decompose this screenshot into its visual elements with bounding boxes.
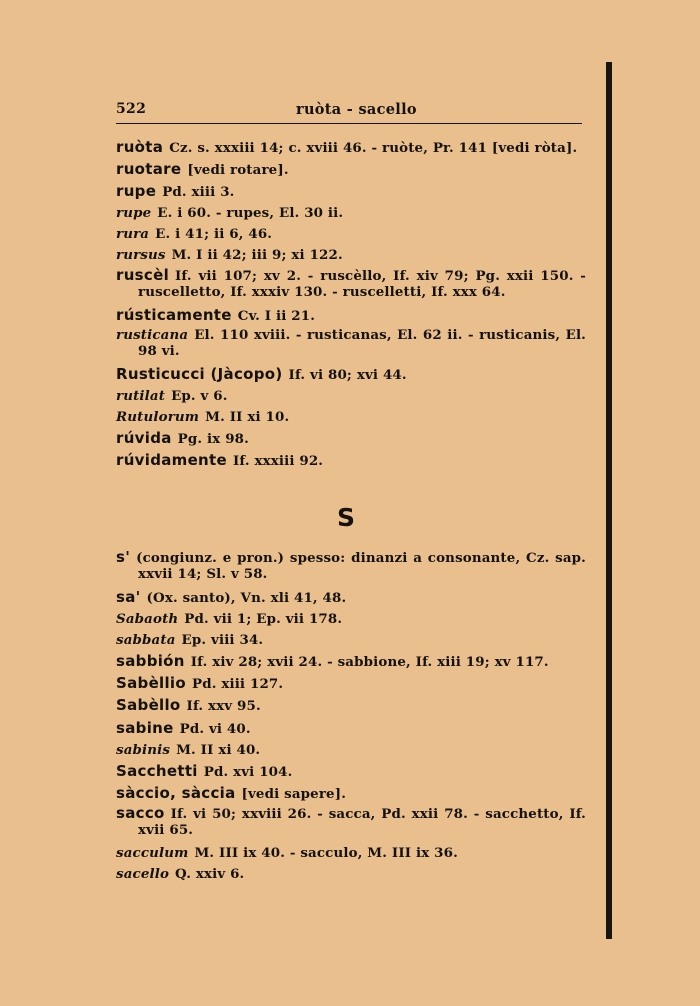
entry-references: El. 110 xviii. - rusticanas, El. 62 ii. - rusticanis, El. 98 vi.: [138, 326, 586, 359]
entry-headword: ruòta: [116, 138, 164, 156]
entry-references: (Ox. santo), Vn. xli 41, 48.: [146, 590, 347, 606]
entry-references: Pd. vii 1; Ep. vii 178.: [184, 611, 343, 628]
entry-headword: Sabèllo: [116, 696, 181, 715]
dictionary-entry: [116, 245, 586, 266]
margin-rule: [606, 62, 612, 939]
dictionary-entry: [116, 587, 586, 609]
dictionary-entry: [116, 137, 586, 159]
dictionary-entry: [116, 203, 586, 224]
entry-headword: rusticana: [116, 326, 189, 343]
entry-headword: ruotare: [116, 160, 182, 179]
dictionary-entry: [116, 181, 586, 203]
entry-headword: sabbata: [116, 632, 176, 649]
entry-references: [vedi sapere].: [241, 785, 347, 802]
entry-headword: ruscèl: [116, 265, 170, 284]
entry-references: Pg. ix 98.: [177, 430, 249, 447]
entry-references: If. xxxiii 92.: [232, 453, 324, 470]
entry-references: M. III ix 40. - sacculo, M. III ix 36.: [194, 844, 458, 861]
dictionary-entry: [116, 651, 586, 673]
dictionary-entry: [116, 609, 586, 630]
entry-headword: rústicamente: [116, 305, 232, 324]
entry-references: If. vi 50; xxviii 26. - sacca, Pd. xxii 78. - sacchetto, If. xvii 65.: [138, 805, 586, 838]
dictionary-entry: [116, 805, 586, 838]
dictionary-entry: [116, 549, 586, 582]
section-letter: S: [337, 503, 356, 532]
entry-references: Pd. vi 40.: [179, 720, 251, 737]
entry-references: M. II xi 10.: [205, 408, 290, 425]
entry-headword: rupe: [116, 205, 152, 222]
entry-headword: rursus: [116, 247, 166, 264]
entry-headword: sa': [116, 588, 141, 606]
entry-references: M. I ii 42; iii 9; xi 122.: [171, 247, 343, 264]
dictionary-entry: [116, 327, 586, 359]
entry-headword: sacculum: [116, 844, 189, 861]
entry-headword: s': [116, 548, 131, 566]
entry-list-s: [116, 549, 586, 885]
entry-headword: sabine: [116, 718, 174, 737]
page-number: 522: [116, 101, 147, 117]
dictionary-entry: [116, 630, 586, 651]
entry-list-r: [116, 137, 586, 472]
dictionary-entry: [116, 783, 586, 805]
entry-references: Ep. viii 34.: [181, 632, 264, 649]
dictionary-entry: [116, 843, 586, 864]
entry-references: E. i 41; ii 6, 46.: [155, 226, 273, 243]
dictionary-entry: [116, 450, 586, 472]
entry-references: Cz. s. xxxiii 14; c. xviii 46. - ruòte, Pr. 141 [vedi ròta].: [169, 140, 578, 156]
entry-references: [vedi rotare].: [187, 162, 289, 179]
entry-headword: rutilat: [116, 387, 166, 404]
dictionary-entry: [116, 407, 586, 428]
dictionary-entry: [116, 364, 586, 386]
dictionary-entry: [116, 267, 586, 300]
entry-headword: Rusticucci (Jàcopo): [116, 364, 283, 383]
entry-references: Pd. xiii 127.: [191, 676, 284, 693]
entry-headword: sacco: [116, 803, 165, 822]
dictionary-entry: [116, 305, 586, 327]
entry-references: If. xxv 95.: [186, 698, 261, 715]
dictionary-entry: [116, 428, 586, 450]
entry-headword: sabinis: [116, 741, 171, 758]
dictionary-entry: [116, 159, 586, 181]
entry-references: Pd. xiii 3.: [162, 184, 235, 201]
entry-references: Cv. I ii 21.: [237, 307, 316, 324]
entry-headword: sacello: [116, 866, 170, 883]
entry-headword: rupe: [116, 182, 157, 201]
dictionary-entry: [116, 864, 586, 885]
running-head: ruòta - sacello: [296, 101, 417, 118]
page-header: [116, 101, 582, 124]
entry-references: E. i 60. - rupes, El. 30 ii.: [157, 205, 344, 222]
entry-headword: Rutulorum: [116, 408, 200, 425]
dictionary-entry: [116, 695, 586, 717]
entry-headword: Sabèllio: [116, 674, 186, 693]
entry-headword: rúvidamente: [116, 451, 227, 470]
entry-headword: rura: [116, 226, 150, 243]
entry-references: (congiunz. e pron.) spesso: dinanzi a consonante, Cz. sap. xxvii 14; Sl. v 58.: [136, 550, 586, 582]
entry-references: M. II xi 40.: [176, 741, 261, 758]
entry-references: Q. xxiv 6.: [175, 866, 245, 883]
entry-headword: Sacchetti: [116, 761, 198, 780]
entry-headword: sabbión: [116, 652, 185, 671]
entry-headword: rúvida: [116, 428, 172, 447]
entry-headword: sàccio, sàccia: [116, 783, 236, 802]
dictionary-entry: [116, 718, 586, 740]
entry-references: If. vi 80; xvi 44.: [288, 366, 407, 383]
dictionary-entry: [116, 740, 586, 761]
dictionary-entry: [116, 224, 586, 245]
entry-references: Ep. v 6.: [171, 387, 228, 404]
entry-references: If. vii 107; xv 2. - ruscèllo, If. xiv 79; Pg. xxii 150. - ruscelletto, If. xxxiv 130. - ruscelletti, If. xxx 64.: [138, 267, 586, 300]
entry-references: Pd. xvi 104.: [203, 763, 293, 780]
dictionary-entry: [116, 761, 586, 783]
entry-headword: Sabaoth: [116, 611, 179, 628]
entry-references: If. xiv 28; xvii 24. - sabbione, If. xiii 19; xv 117.: [190, 654, 549, 671]
dictionary-entry: [116, 673, 586, 695]
dictionary-entry: [116, 386, 586, 407]
